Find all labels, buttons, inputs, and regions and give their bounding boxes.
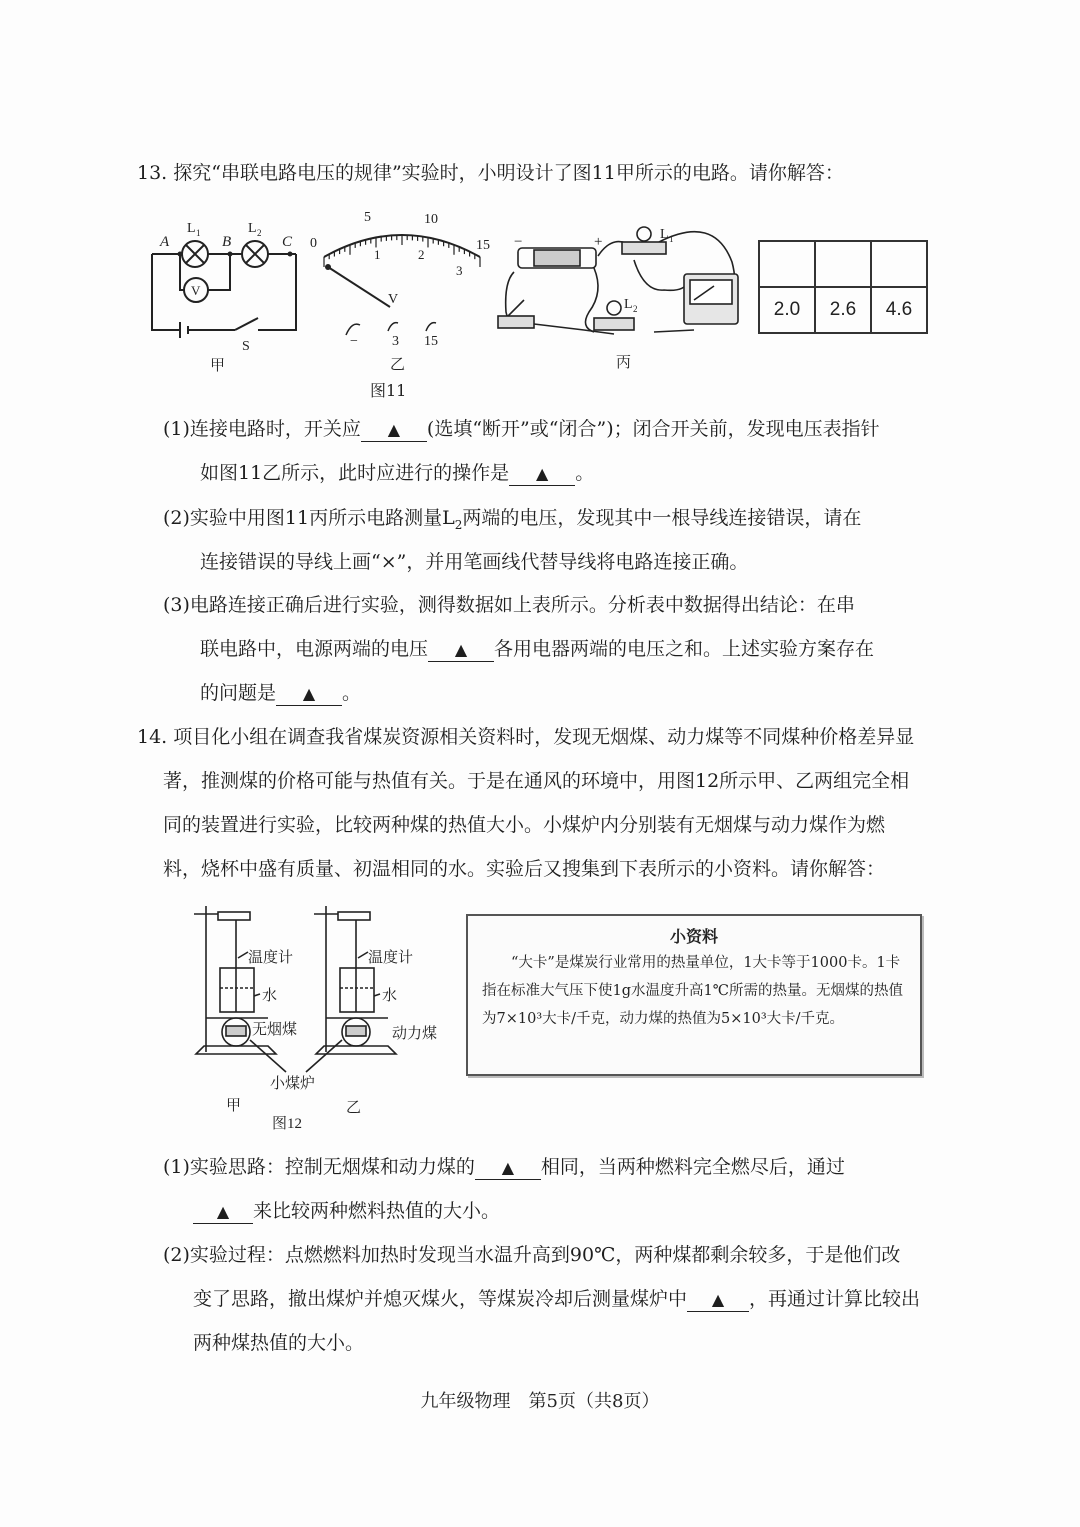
answer-blank[interactable] <box>687 1288 749 1312</box>
q13-part1-line1 <box>163 416 880 442</box>
dial-top-15: 15 <box>476 238 490 253</box>
q13-p3-line3-post: 。 <box>342 682 362 704</box>
figure11-caption: 图11 <box>370 381 407 400</box>
page-footer: 九年级物理 第5页（共8页） <box>420 1391 660 1412</box>
lamp-l1-subscript: 1 <box>196 228 201 238</box>
dial-bottom-3: 3 <box>456 263 463 278</box>
info-box <box>466 914 922 1076</box>
table-row <box>759 241 927 287</box>
q14-p2-text-post: ，再通过计算比较出 <box>749 1288 921 1310</box>
figure12-caption-yi: 乙 <box>346 1100 362 1116</box>
q14-part2-line2 <box>193 1286 920 1312</box>
point-a-label: A <box>160 234 170 250</box>
q14-stem-line4: 料，烧杯中盛有质量、初温相同的水。实验后又搜集到下表所示的小资料。请你解答： <box>163 858 886 880</box>
blank-mark: ▲ <box>536 464 549 483</box>
q14-p2-text: 变了思路，撤出煤炉并熄灭煤火，等煤炭冷却后测量煤炉中 <box>193 1288 688 1310</box>
table-cell <box>871 241 927 287</box>
q14-part1-line1 <box>163 1154 845 1180</box>
physical-l2-subscript: 2 <box>633 304 638 314</box>
q13-part3-line1: (3)电路连接正确后进行实验，测得数据如上表所示。分析表中数据得出结论：在串 <box>163 594 855 616</box>
blank-mark: ▲ <box>501 1158 515 1177</box>
stove-label: 小煤炉 <box>270 1076 316 1092</box>
figure11-physical-circuit <box>494 212 752 377</box>
coal-label-anthracite: 无烟煤 <box>252 1022 298 1038</box>
q13-part3-line3 <box>200 680 361 706</box>
q13-p2-text-post: 两端的电压，发现其中一根导线连接错误，请在 <box>462 507 862 529</box>
table-row <box>759 287 927 333</box>
blank-mark: ▲ <box>302 684 316 703</box>
dial-bottom-1: 1 <box>374 247 381 262</box>
point-b-label: B <box>222 234 232 250</box>
answer-blank[interactable] <box>475 1156 541 1180</box>
voltmeter-symbol-label: V <box>191 283 201 298</box>
lamp-l1-label: L <box>187 221 196 236</box>
q13-p1-line2-text: 如图11乙所示，此时应进行的操作是 <box>200 462 510 484</box>
figure12-caption-jia: 甲 <box>226 1098 242 1114</box>
q13-p1-line2-post: 。 <box>575 462 595 484</box>
figure12-apparatus <box>190 902 460 1142</box>
info-body: “大卡”是煤炭行业常用的热量单位，1大卡等于1000卡。1卡指在标准大气压下使1g水温度升高1℃所需的热量。无烟煤的热值为7×10³大卡/千克，动力煤的热值为5×10³大卡/千克。 <box>482 955 903 1027</box>
q13-p2-subscript: 2 <box>454 517 463 532</box>
q13-part3-line2 <box>200 636 874 662</box>
answer-blank[interactable] <box>428 638 494 662</box>
switch-label: S <box>242 339 250 354</box>
figure11-caption-yi: 乙 <box>390 357 406 373</box>
q13-part2-line1 <box>163 505 861 538</box>
table-cell <box>759 241 815 287</box>
answer-blank[interactable] <box>361 418 427 442</box>
battery-minus-sign: − <box>514 234 523 250</box>
answer-blank[interactable] <box>509 462 575 486</box>
figure11-circuit-diagram <box>140 210 310 380</box>
table-cell: 2.6 <box>815 287 871 333</box>
q13-p2-text: (2)实验中用图11丙所示电路测量L <box>163 507 455 529</box>
physical-l1-label: L <box>660 227 669 242</box>
terminal-negative: − <box>350 334 358 349</box>
q13-stem: 13. 探究“串联电路电压的规律”实验时，小明设计了图11甲所示的电路。请你解答： <box>137 162 844 184</box>
table-cell: 4.6 <box>871 287 927 333</box>
q14-p1-text: (1)实验思路：控制无烟煤和动力煤的 <box>163 1156 475 1178</box>
q14-stem-line3: 同的装置进行实验，比较两种煤的热值大小。小煤炉内分别装有无烟煤与动力煤作为燃 <box>163 814 886 836</box>
dial-bottom-2: 2 <box>418 247 425 262</box>
terminal-3: 3 <box>392 334 399 349</box>
q14-p1-text-post: 相同，当两种燃料完全燃尽后，通过 <box>540 1156 845 1178</box>
info-title: 小资料 <box>669 927 718 946</box>
battery-plus-sign: + <box>594 234 603 250</box>
blank-mark: ▲ <box>387 420 401 439</box>
q14-stem-line1: 14. 项目化小组在调查我省煤炭资源相关资料时，发现无烟煤、动力煤等不同煤种价格差异显 <box>137 726 915 748</box>
table-cell: 2.0 <box>759 287 815 333</box>
q13-p1-text: (1)连接电路时，开关应 <box>163 418 361 440</box>
figure12-caption: 图12 <box>272 1116 303 1132</box>
physical-l2-label: L <box>624 297 633 312</box>
answer-blank[interactable] <box>193 1200 253 1224</box>
lamp-l2-subscript: 2 <box>257 228 262 238</box>
dial-top-5: 5 <box>364 210 371 225</box>
q13-p1-text-post: (选填“断开”或“闭合”)；闭合开关前，发现电压表指针 <box>426 418 880 440</box>
q14-p1-line2-post: 来比较两种燃料热值的大小。 <box>253 1200 501 1222</box>
answer-blank[interactable] <box>276 682 342 706</box>
voltage-data-table <box>758 240 928 334</box>
water-label-a: 水 <box>262 988 278 1004</box>
q13-part2-line2: 连接错误的导线上画“×”，并用笔画线代替导线将电路连接正确。 <box>200 551 749 573</box>
water-label-b: 水 <box>382 988 398 1004</box>
coal-label-steam: 动力煤 <box>392 1026 438 1042</box>
q14-part1-line2 <box>193 1198 500 1224</box>
thermometer-label-a: 温度计 <box>248 950 294 966</box>
dial-unit-label: V <box>388 292 399 307</box>
q14-part2-line1: (2)实验过程：点燃燃料加热时发现当水温升高到90℃，两种煤都剩余较多，于是他们改 <box>163 1244 901 1266</box>
figure11-voltmeter-dial <box>302 205 502 375</box>
lamp-l2-label: L <box>248 221 257 236</box>
q13-part1-line2 <box>200 460 594 486</box>
q13-p3-line3-text: 的问题是 <box>200 682 277 704</box>
thermometer-label-b: 温度计 <box>368 950 414 966</box>
terminal-15: 15 <box>424 334 438 349</box>
q13-p3-text-post: 各用电器两端的电压之和。上述实验方案存在 <box>494 638 875 660</box>
blank-mark: ▲ <box>216 1202 230 1221</box>
figure11-caption-jia: 甲 <box>210 358 226 374</box>
table-cell <box>815 241 871 287</box>
blank-mark: ▲ <box>454 640 468 659</box>
q14-part2-line3: 两种煤热值的大小。 <box>193 1332 365 1354</box>
q13-p3-text: 联电路中，电源两端的电压 <box>200 638 429 660</box>
physical-l1-subscript: 1 <box>669 234 674 244</box>
dial-top-10: 10 <box>424 212 438 227</box>
blank-mark: ▲ <box>711 1290 725 1309</box>
point-c-label: C <box>282 234 293 250</box>
dial-top-0: 0 <box>310 236 317 251</box>
figure11-caption-bing: 丙 <box>616 355 632 371</box>
q14-stem-line2: 著，推测煤的价格可能与热值有关。于是在通风的环境中，用图12所示甲、乙两组完全相 <box>163 770 910 792</box>
